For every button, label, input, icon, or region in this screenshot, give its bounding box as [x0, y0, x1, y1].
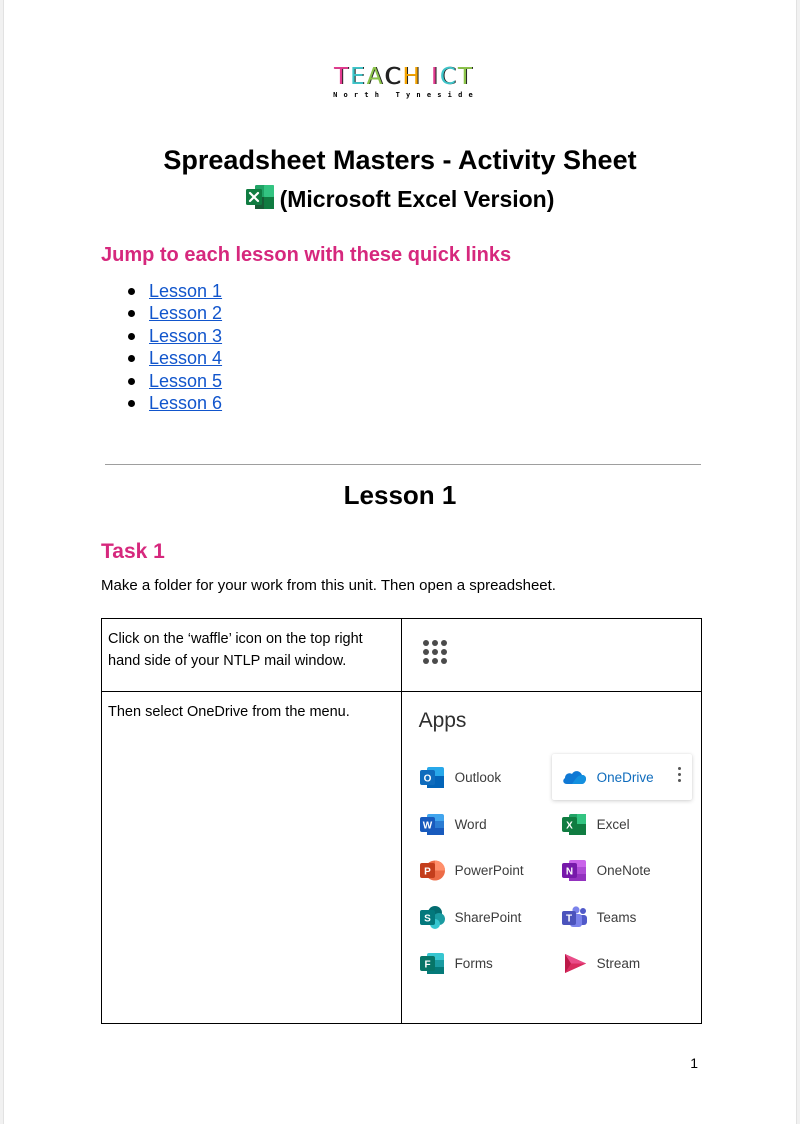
app-teams[interactable] — [561, 903, 637, 931]
document-title: Spreadsheet Masters - Activity Sheet — [163, 145, 637, 175]
app-label: Stream — [596, 955, 641, 971]
lesson-3-link[interactable]: Lesson 3 — [149, 325, 223, 346]
excel-icon — [246, 185, 274, 209]
logo-letter — [422, 64, 431, 90]
logo-subtitle: North Tyneside — [333, 91, 479, 99]
app-powerpoint[interactable] — [419, 856, 524, 884]
logo-letter: C — [384, 64, 403, 90]
app-excel[interactable] — [561, 810, 630, 838]
sharepoint-icon — [419, 904, 446, 931]
app-stream[interactable] — [561, 949, 641, 977]
logo-letter: T — [457, 64, 474, 90]
waffle-icon — [423, 640, 447, 664]
app-onedrive[interactable] — [561, 763, 654, 791]
row-instruction: Then select OneDrive from the menu. — [108, 704, 350, 720]
onenote-icon — [561, 857, 588, 884]
bullet-icon — [128, 333, 135, 340]
svg-text:X: X — [565, 820, 573, 831]
page-number: 1 — [690, 1055, 698, 1071]
bullet-icon — [128, 288, 135, 295]
apps-menu-screenshot — [402, 692, 701, 1023]
teach-ict-logo — [326, 64, 482, 104]
table-cell — [401, 619, 701, 692]
app-outlook[interactable] — [419, 763, 502, 791]
bullet-icon — [128, 310, 135, 317]
document-page — [3, 0, 797, 1124]
quick-links-heading: Jump to each lesson with these quick links — [101, 244, 512, 266]
app-sharepoint[interactable] — [419, 903, 522, 931]
forms-icon — [419, 950, 446, 977]
logo-wordmark — [326, 64, 482, 90]
bullet-icon — [128, 378, 135, 385]
app-label: PowerPoint — [454, 862, 524, 878]
list-item — [124, 347, 222, 369]
word-icon — [419, 811, 446, 838]
powerpoint-icon — [419, 857, 446, 884]
logo-letter: I — [431, 64, 440, 90]
logo-letter: C — [439, 64, 458, 90]
svg-text:W: W — [422, 820, 432, 831]
lesson-5-link[interactable]: Lesson 5 — [149, 370, 223, 391]
svg-text:S: S — [423, 913, 431, 924]
app-label: Word — [454, 816, 487, 832]
app-label: Teams — [596, 909, 637, 925]
app-onenote[interactable] — [561, 856, 651, 884]
list-item — [124, 302, 222, 324]
task-table — [101, 618, 702, 1024]
app-word[interactable] — [419, 810, 487, 838]
excel-icon — [561, 811, 588, 838]
table-cell — [102, 692, 402, 1024]
lesson-1-link[interactable]: Lesson 1 — [149, 281, 223, 301]
logo-letter: E — [350, 64, 367, 90]
logo-letter: H — [402, 64, 422, 90]
table-row — [102, 619, 702, 692]
app-label: Forms — [454, 955, 493, 971]
subtitle-text: (Microsoft Excel Version) — [279, 186, 555, 212]
list-item — [124, 325, 222, 347]
bullet-icon — [128, 355, 135, 362]
task-instruction: Make a folder for your work from this unit. Then open a spreadsheet. — [101, 577, 556, 594]
more-options-icon — [678, 767, 682, 785]
svg-text:F: F — [424, 959, 431, 970]
apps-title: Apps — [418, 709, 467, 732]
app-forms[interactable] — [419, 949, 493, 977]
app-label: SharePoint — [454, 909, 522, 925]
svg-text:T: T — [565, 913, 572, 924]
logo-letter: T — [334, 64, 351, 90]
teams-icon — [561, 904, 588, 931]
list-item — [124, 370, 222, 392]
task-heading: Task 1 — [101, 540, 165, 563]
stream-icon — [561, 950, 588, 977]
row-instruction: Click on the ‘waffle’ icon on the top right hand side of your NTLP mail window. — [108, 631, 363, 669]
table-row — [102, 692, 702, 1024]
quick-links-list — [124, 280, 222, 414]
table-cell — [102, 619, 402, 692]
lesson-2-link[interactable]: Lesson 2 — [149, 303, 223, 324]
list-item — [124, 392, 222, 414]
outlook-icon — [419, 764, 446, 791]
lesson-4-link[interactable]: Lesson 4 — [149, 348, 223, 369]
svg-text:O: O — [423, 773, 431, 784]
app-label: OneNote — [596, 862, 651, 878]
onedrive-icon — [561, 764, 588, 791]
list-item — [124, 280, 222, 302]
table-cell — [401, 692, 701, 1024]
document-subtitle — [4, 184, 796, 214]
logo-letter: A — [366, 64, 385, 90]
bullet-icon — [128, 400, 135, 407]
lesson-heading: Lesson 1 — [343, 480, 457, 510]
app-label: OneDrive — [596, 769, 654, 785]
app-label: Outlook — [454, 769, 502, 785]
svg-text:N: N — [565, 866, 573, 877]
svg-text:P: P — [423, 866, 431, 877]
app-label: Excel — [596, 816, 630, 832]
lesson-6-link[interactable]: Lesson 6 — [149, 392, 223, 413]
horizontal-divider — [105, 464, 701, 465]
